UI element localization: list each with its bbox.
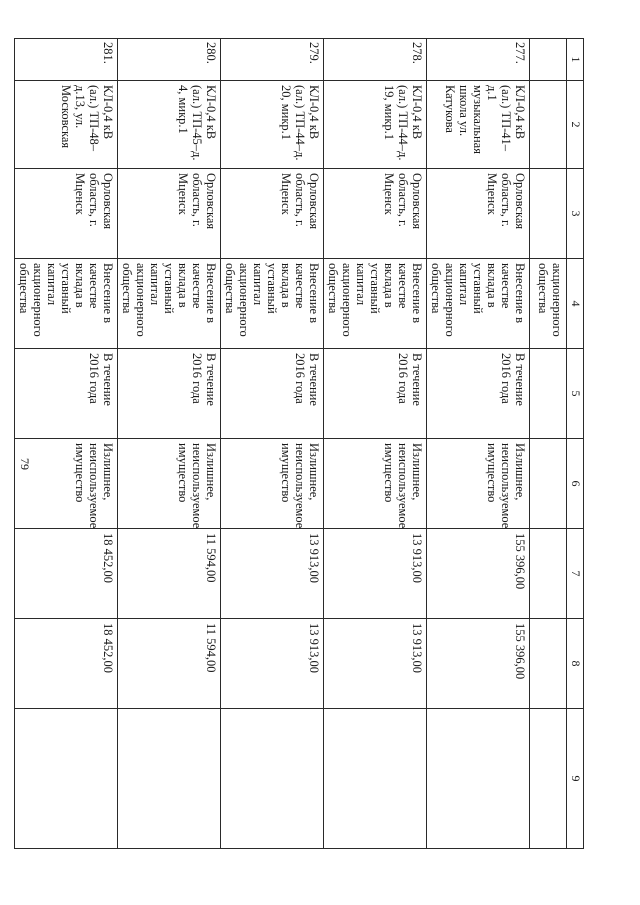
cell-purpose: Внесение в качестве вклада в уставный капитал акционерного общества [118, 259, 221, 349]
table-row [324, 39, 427, 849]
cell-name: КЛ-0,4 кВ (ал.) ТП-44–д. 19, микр.1 [324, 81, 427, 169]
col-header-7: 7 [567, 529, 584, 619]
table-row [15, 39, 118, 849]
cell-reason: Излишнее, неиспользуемое имущество [15, 439, 118, 529]
cell-location: Орловская область, г. Мценск [118, 169, 221, 259]
cell-purpose: Внесение в качестве вклада в уставный капитал акционерного общества [324, 259, 427, 349]
col-header-1: 1 [567, 39, 584, 81]
cell-reason: Излишнее, неиспользуемое имущество [324, 439, 427, 529]
cell-value7: 13 913,00 [324, 529, 427, 619]
cell-num: 281. [15, 39, 118, 81]
cell-num: 277. [427, 39, 530, 81]
cell-value7: 13 913,00 [221, 529, 324, 619]
cell-purpose: Внесение в качестве вклада в уставный капитал акционерного общества [427, 259, 530, 349]
cell-purpose: акционерного общества [530, 259, 567, 349]
cell-purpose: Внесение в качестве вклада в уставный капитал акционерного общества [221, 259, 324, 349]
col-header-2: 2 [567, 81, 584, 169]
col-header-4: 4 [567, 259, 584, 349]
cell-reason [530, 439, 567, 529]
cell-note [221, 709, 324, 849]
cell-location: Орловская область, г. Мценск [427, 169, 530, 259]
cell-value8: 155 396,00 [427, 619, 530, 709]
cell-name: КЛ-0,4 кВ (ал.) ТП-41–д.1 музыкальная школа ул. Катукова [427, 81, 530, 169]
cell-term [530, 349, 567, 439]
cell-value8: 18 452,00 [15, 619, 118, 709]
col-header-3: 3 [567, 169, 584, 259]
cell-value7: 18 452,00 [15, 529, 118, 619]
continuation-row [530, 39, 567, 849]
col-header-6: 6 [567, 439, 584, 529]
cell-note [530, 709, 567, 849]
table-row [118, 39, 221, 849]
cell-term: В течение 2016 года [324, 349, 427, 439]
cell-term: В течение 2016 года [118, 349, 221, 439]
cell-name: КЛ-0,4 кВ (ал.) ТП-48–д.13, ул. Московская [15, 81, 118, 169]
cell-value7: 155 396,00 [427, 529, 530, 619]
cell-name: КЛ-0,4 кВ (ал.) ТП-45–д. 4, микр.1 [118, 81, 221, 169]
cell-name [530, 81, 567, 169]
cell-location: Орловская область, г. Мценск [324, 169, 427, 259]
table-row [427, 39, 530, 849]
cell-reason: Излишнее, неиспользуемое имущество [118, 439, 221, 529]
cell-value7: 11 594,00 [118, 529, 221, 619]
cell-num: 278. [324, 39, 427, 81]
col-header-5: 5 [567, 349, 584, 439]
cell-term: В течение 2016 года [15, 349, 118, 439]
cell-num [530, 39, 567, 81]
cell-value8: 11 594,00 [118, 619, 221, 709]
property-table-frame [17, 38, 584, 848]
col-header-8: 8 [567, 619, 584, 709]
cell-location: Орловская область, г. Мценск [15, 169, 118, 259]
cell-term: В течение 2016 года [427, 349, 530, 439]
table-row [221, 39, 324, 849]
cell-reason: Излишнее, неиспользуемое имущество [221, 439, 324, 529]
cell-note [118, 709, 221, 849]
cell-purpose: Внесение в качестве вклада в уставный капитал акционерного общества [15, 259, 118, 349]
cell-term: В течение 2016 года [221, 349, 324, 439]
column-number-row [567, 39, 584, 849]
col-header-9: 9 [567, 709, 584, 849]
cell-value7 [530, 529, 567, 619]
property-table [14, 38, 584, 849]
cell-name: КЛ-0,4 кВ (ал.) ТП-44–д. 20, микр.1 [221, 81, 324, 169]
cell-value8 [530, 619, 567, 709]
cell-location: Орловская область, г. Мценск [221, 169, 324, 259]
cell-reason: Излишнее, неиспользуемое имущество [427, 439, 530, 529]
cell-note [15, 709, 118, 849]
cell-note [427, 709, 530, 849]
cell-num: 279. [221, 39, 324, 81]
cell-note [324, 709, 427, 849]
page-number: 79 [18, 458, 32, 470]
cell-value8: 13 913,00 [324, 619, 427, 709]
cell-value8: 13 913,00 [221, 619, 324, 709]
cell-location [530, 169, 567, 259]
cell-num: 280. [118, 39, 221, 81]
